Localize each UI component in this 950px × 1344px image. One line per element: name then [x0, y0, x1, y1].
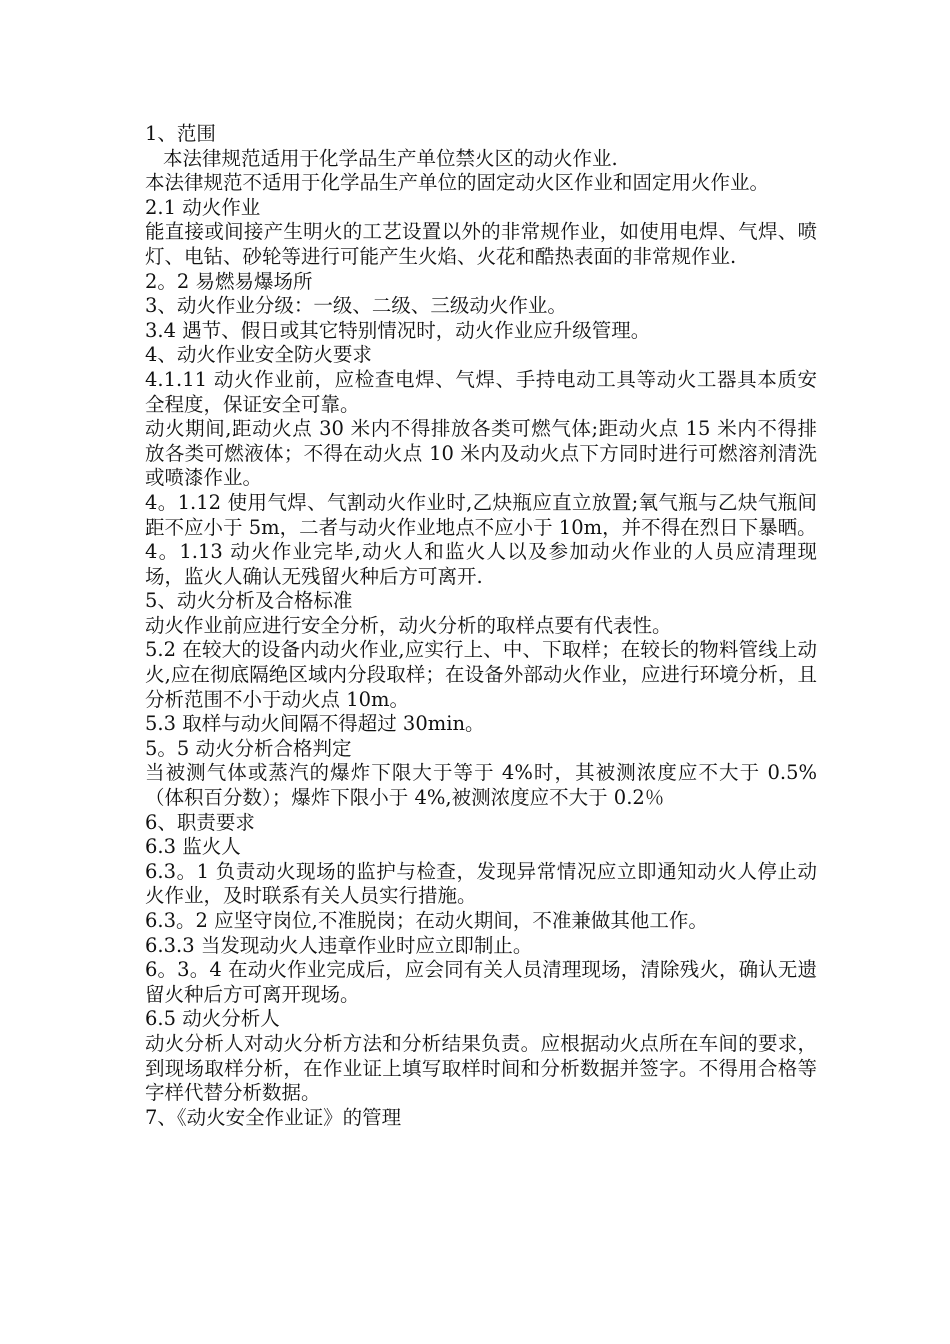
section-heading-6-3: 6.3 监火人: [145, 835, 241, 859]
paragraph-6-3-3: 6.3.3 当发现动火人违章作业时应立即制止。: [145, 933, 533, 957]
paragraph-analysis-intro: 动火作业前应进行安全分析，动火分析的取样点要有代表性。: [145, 613, 672, 637]
paragraph-6-3-4: 6。3。4 在动火作业完成后，应会同有关人员清理现场，清除残火，确认无遗留火种后方可离开现场。: [145, 958, 817, 1006]
paragraph-definition-hot-work: 能直接或间接产生明火的工艺设置以外的非常规作业，如使用电焊、气焊、喷灯、电钻、砂轮等进行可能产生火焰、火花和酷热表面的非常规作业.: [145, 220, 817, 268]
paragraph-non-applicability: 本法律规范不适用于化学品生产单位的固定动火区作业和固定用火作业。: [145, 171, 770, 195]
paragraph-5-3: 5.3 取样与动火间隔不得超过 30min。: [145, 712, 485, 736]
section-heading-6-5: 6.5 动火分析人: [145, 1007, 280, 1031]
section-heading-2-2: 2。2 易燃易爆场所: [145, 269, 313, 293]
paragraph-6-3-1: 6.3。1 负责动火现场的监护与检查，发现异常情况应立即通知动火人停止动火作业，及时联系有关人员实行措施。: [145, 859, 817, 908]
paragraph-4-1-12: 4。1.12 使用气焊、气割动火作业时,乙炔瓶应直立放置;氧气瓶与乙炔气瓶间距不应小于 5m，二者与动火作业地点不应小于 10m，并不得在烈日下暴晒。: [145, 490, 817, 539]
section-heading-5: 5、动火分析及合格标准: [145, 589, 353, 613]
paragraph-applicability: 本法律规范适用于化学品生产单位禁火区的动火作业.: [163, 146, 618, 170]
section-heading-7: 7、《动火安全作业证》的管理: [145, 1105, 402, 1129]
section-heading-3: 3、动火作业分级：一级、二级、三级动火作业。: [145, 294, 567, 318]
section-heading-5-5: 5。5 动火分析合格判定: [145, 736, 352, 760]
paragraph-5-2: 5.2 在较大的设备内动火作业,应实行上、中、下取样；在较长的物料管线上动火,应在彻底隔绝区域内分段取样；在设备外部动火作业，应进行环境分析，且分析范围不小于动火点 10m。: [145, 638, 817, 711]
section-heading-2-1: 2.1 动火作业: [145, 195, 261, 219]
section-heading-6: 6、职责要求: [145, 810, 255, 834]
paragraph-3-4: 3.4 遇节、假日或其它特别情况时，动火作业应升级管理。: [145, 318, 651, 342]
paragraph-analyst-duties: 动火分析人对动火分析方法和分析结果负责。应根据动火点所在车间的要求，到现场取样分析，在作业证上填写取样时间和分析数据并签字。不得用合格等字样代替分析数据。: [145, 1031, 817, 1105]
paragraph-concentration-criteria: 当被测气体或蒸汽的爆炸下限大于等于 4%时，其被测浓度应不大于 0.5%（体积百分数）；爆炸下限小于 4%,被测浓度应不大于 0.2％: [145, 761, 817, 810]
paragraph-4-1-11: 4.1.11 动火作业前，应检查电焊、气焊、手持电动工具等动火工器具本质安全程度，保证安全可靠。: [145, 367, 817, 416]
document-body: [145, 122, 817, 1130]
section-heading-4: 4、动火作业安全防火要求: [145, 343, 372, 367]
paragraph-distance-rules: 动火期间,距动火点 30 米内不得排放各类可燃气体;距动火点 15 米内不得排放各类可燃液体；不得在动火点 10 米内及动火点下方同时进行可燃溶剂清洗或喷漆作业。: [145, 417, 817, 490]
paragraph-6-3-2: 6.3。2 应坚守岗位,不准脱岗；在动火期间，不准兼做其他工作。: [145, 909, 708, 932]
paragraph-4-1-13: 4。1.13 动火作业完毕,动火人和监火人以及参加动火作业的人员应清理现场，监火人确认无残留火种后方可离开.: [145, 540, 817, 588]
section-heading-scope: 1、范围: [145, 122, 216, 145]
